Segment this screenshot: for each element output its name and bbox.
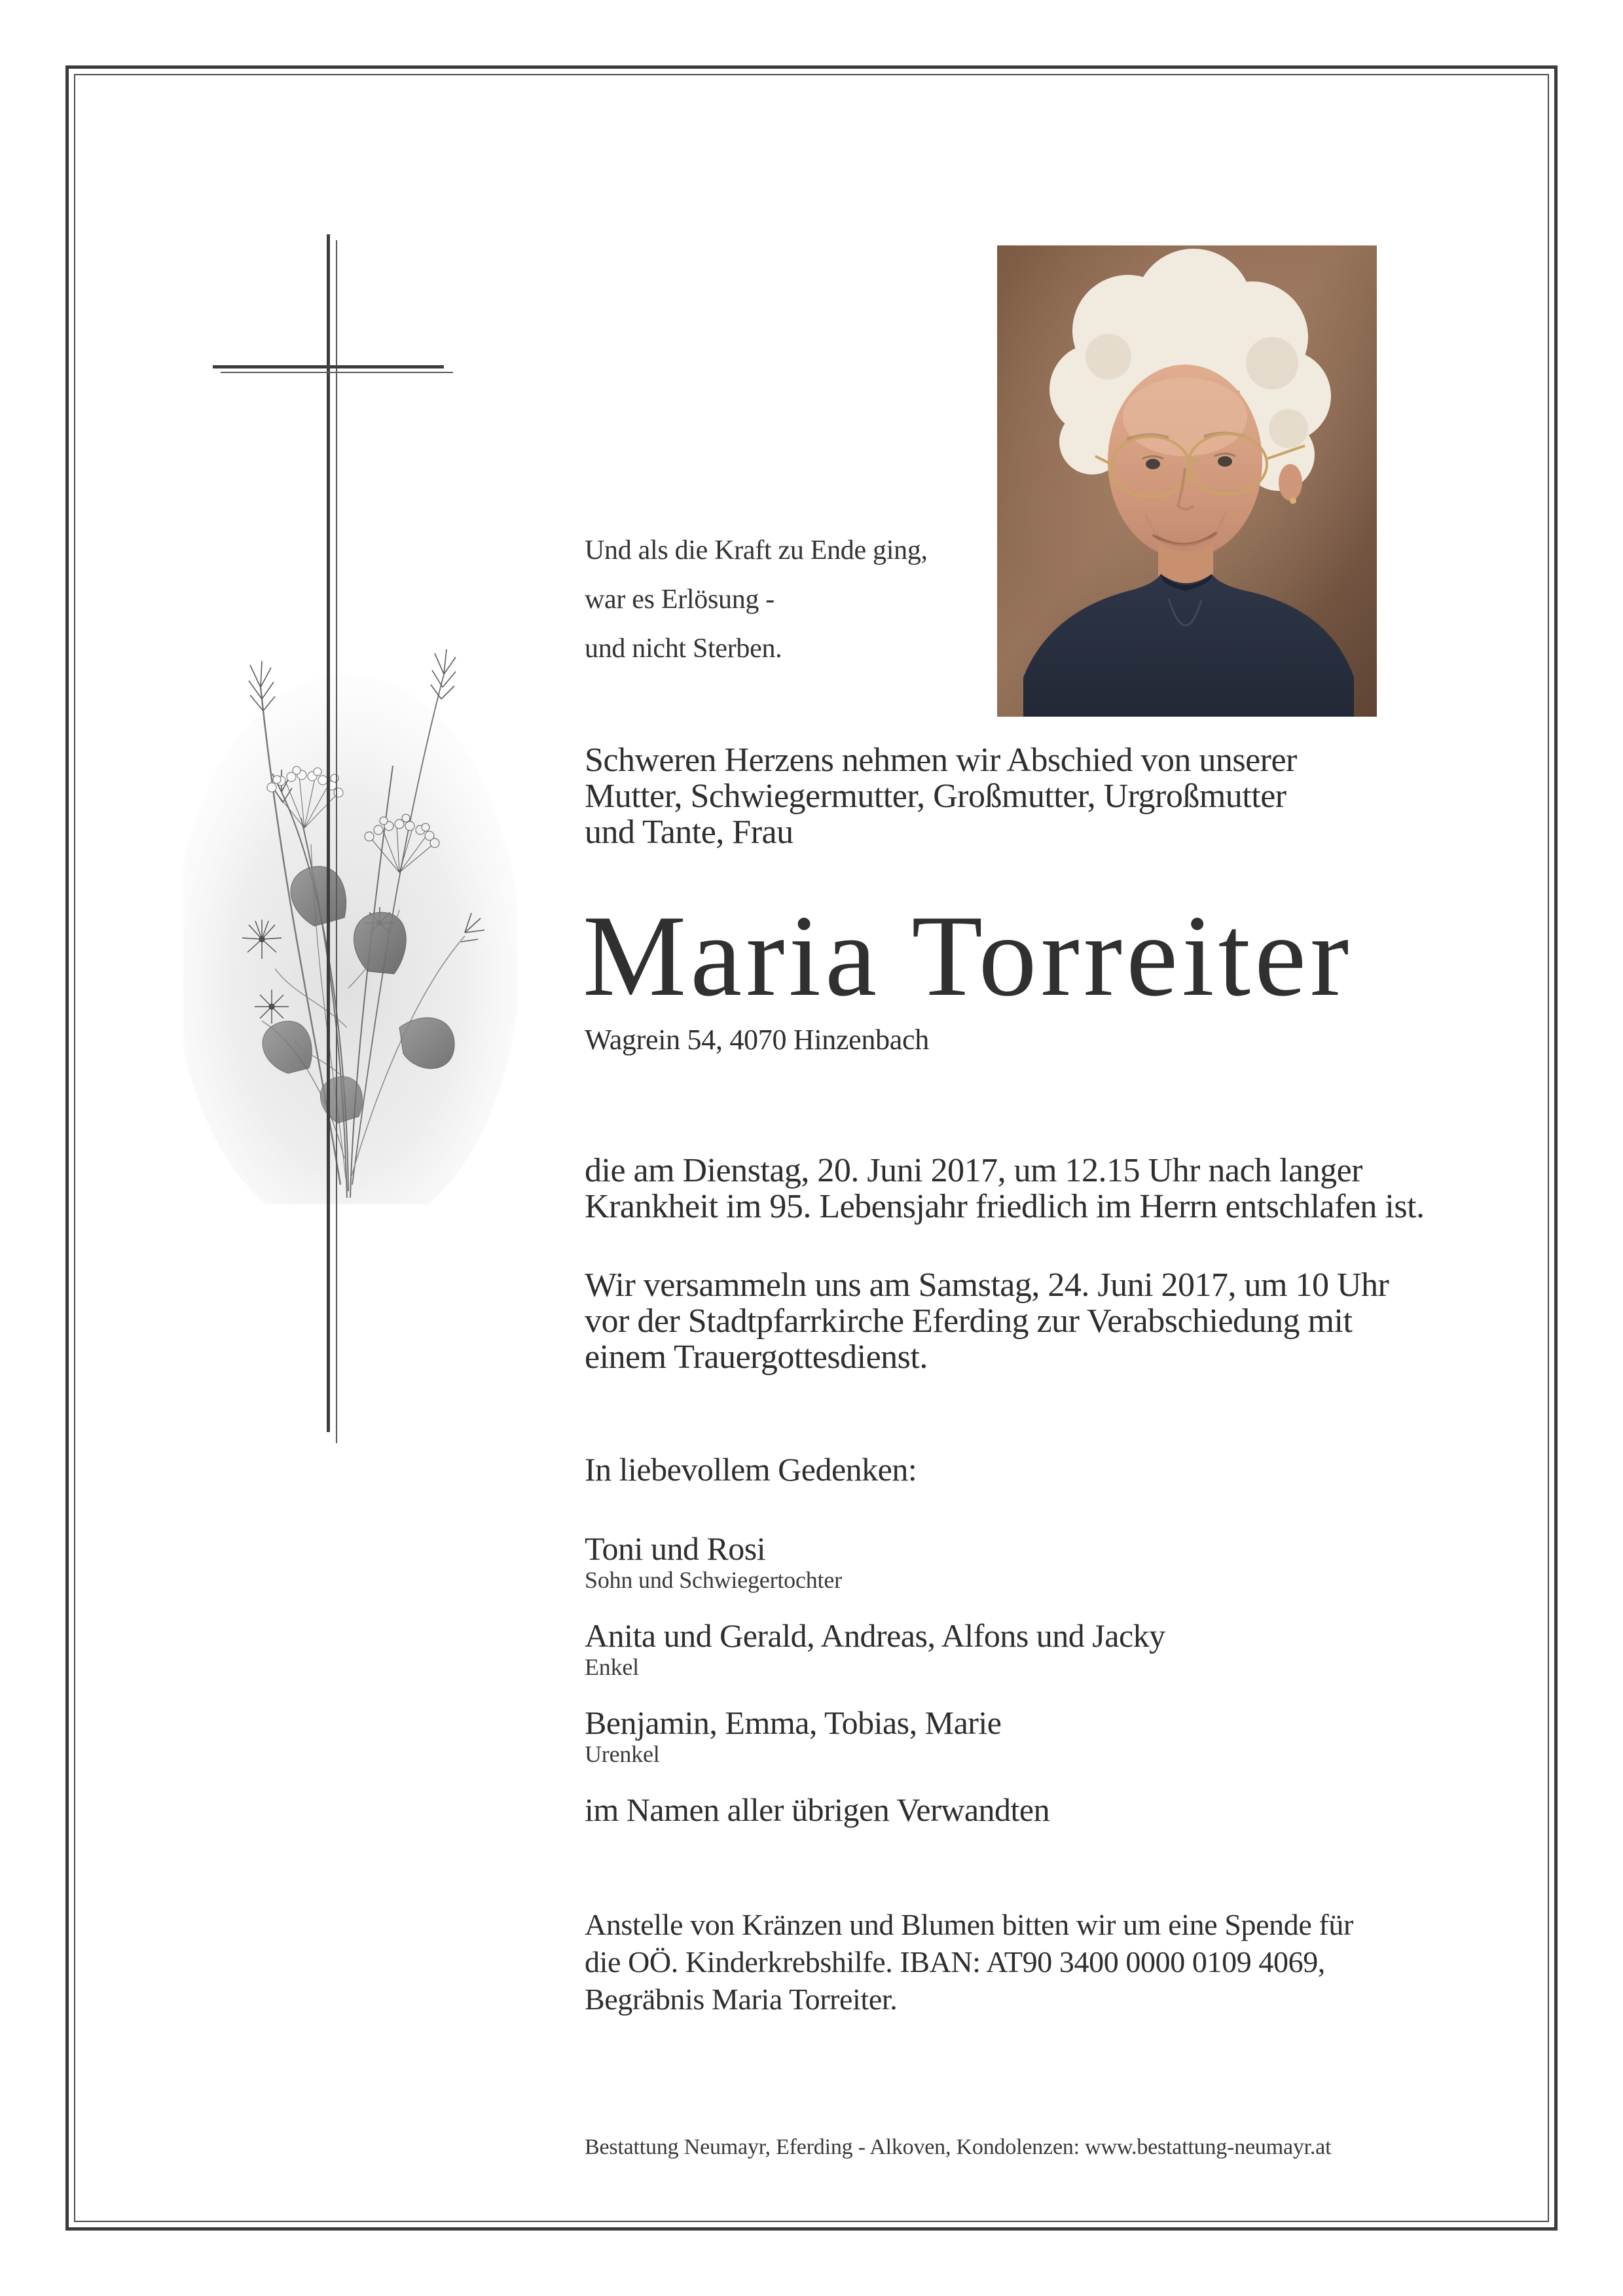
deceased-address: Wagrein 54, 4070 Hinzenbach (585, 1024, 929, 1056)
intro-line: Mutter, Schwiegermutter, Großmutter, Urgroßmutter (585, 778, 1286, 815)
death-notice-line: die am Dienstag, 20. Juni 2017, um 12.15 Uhr nach langer (585, 1152, 1362, 1189)
mourner-names: Toni und Rosi (585, 1530, 766, 1567)
intro-line: Schweren Herzens nehmen wir Abschied von unserer (585, 742, 1297, 779)
mourner-names: Benjamin, Emma, Tobias, Marie (585, 1704, 1002, 1741)
mourner-relation: Sohn und Schwiegertochter (585, 1567, 842, 1593)
farewell-intro (585, 742, 1297, 850)
mourner-entry (585, 1706, 1002, 1767)
cross-icon-crossbar (213, 365, 444, 368)
donation-paragraph (585, 1906, 1353, 2018)
mourner-names: Anita und Gerald, Andreas, Alfons und Jacky (585, 1617, 1165, 1654)
funeral-service-line: einem Trauergottesdienst. (585, 1338, 928, 1376)
mourner-relation: Urenkel (585, 1741, 660, 1767)
funeral-service-line: vor der Stadtpfarrkirche Eferding zur Verabschiedung mit (585, 1302, 1353, 1340)
death-notice-paragraph (585, 1153, 1425, 1225)
wildflower-sketch-illustration (183, 569, 517, 1204)
deceased-name: Maria Torreiter (583, 891, 1353, 1020)
verse-line: war es Erlösung - (585, 584, 775, 615)
funeral-service-line: Wir versammeln uns am Samstag, 24. Juni 2017, um 10 Uhr (585, 1266, 1389, 1304)
funeral-service-paragraph (585, 1267, 1389, 1375)
mourner-relation: Enkel (585, 1654, 639, 1680)
mourner-entry (585, 1532, 842, 1593)
verse-line: Und als die Kraft zu Ende ging, (585, 535, 928, 565)
memorial-heading: In liebevollem Gedenken: (585, 1451, 917, 1488)
donation-line: Anstelle von Kränzen und Blumen bitten wir um eine Spende für (585, 1908, 1353, 1941)
donation-line: die OÖ. Kinderkrebshilfe. IBAN: AT90 3400 0000 0109 4069, (585, 1945, 1325, 1979)
funeral-home-footer: Bestattung Neumayr, Eferding - Alkoven, Kondolenzen: www.bestattung-neumayr.at (585, 2135, 1332, 2159)
donation-line: Begräbnis Maria Torreiter. (585, 1982, 898, 2016)
cross-icon-shadow-vertical (336, 240, 337, 1443)
verse-line: und nicht Sterben. (585, 634, 782, 664)
cross-icon (327, 234, 330, 1432)
memorial-verse (585, 526, 928, 673)
mourners-closing-line: im Namen aller übrigen Verwandten (585, 1791, 1050, 1828)
intro-line: und Tante, Frau (585, 814, 793, 851)
mourner-entry (585, 1619, 1165, 1680)
cross-icon-shadow-crossbar (221, 372, 453, 373)
death-notice-line: Krankheit im 95. Lebensjahr friedlich im Herrn entschlafen ist. (585, 1188, 1425, 1225)
portrait-photo (997, 245, 1377, 717)
